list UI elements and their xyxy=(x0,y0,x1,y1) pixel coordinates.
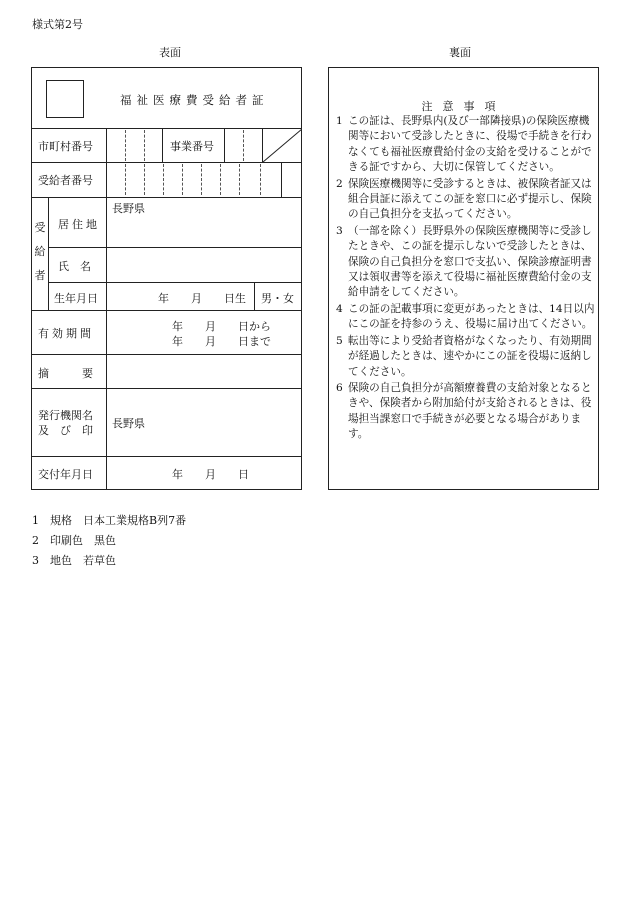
digit-divider xyxy=(239,164,240,195)
rule xyxy=(254,282,255,310)
notice-item: 1 この証は、長野県内(及び一部隣接県)の保険医療機関等において受診したときに、役場で手続きを行わなくても福祉医療費給付金の支給を受けることができる証ですから、大切に保管してください。 xyxy=(336,115,592,174)
municipality-number-label: 市町村番号 xyxy=(38,140,93,153)
digit-divider xyxy=(125,130,126,161)
digit-divider xyxy=(144,130,145,161)
digit-divider xyxy=(201,164,202,195)
photo-box xyxy=(46,80,84,118)
digit-divider xyxy=(144,164,145,195)
digit-divider xyxy=(243,130,244,161)
footnote-item: 2 印刷色 黒色 xyxy=(32,534,116,547)
digit-divider xyxy=(260,164,261,195)
rule xyxy=(48,282,301,283)
rule xyxy=(32,162,301,163)
rule xyxy=(32,388,301,389)
validity-period-label: 有効期間 xyxy=(38,327,94,340)
summary-label: 摘 要 xyxy=(38,367,93,380)
rule xyxy=(32,128,301,129)
rule xyxy=(162,128,163,162)
rule xyxy=(32,456,301,457)
card-title: 福祉医療費受給者証 xyxy=(120,93,269,107)
check-digit-diagonal xyxy=(262,129,302,162)
footnote-item: 3 地色 若草色 xyxy=(32,554,116,567)
birth-date-label: 生年月日 xyxy=(54,292,98,305)
address-value: 長野県 xyxy=(112,202,145,215)
front-heading: 表面 xyxy=(159,46,181,59)
notice-item: 4 この証の記載事項に変更があったときは、14日以内にこの証を持参のうえ、役場に届け出てください。 xyxy=(336,302,595,331)
rule xyxy=(32,197,301,198)
name-label: 氏 名 xyxy=(58,260,91,273)
valid-from-value: 年 月 日から xyxy=(172,320,271,333)
issuer-value: 長野県 xyxy=(112,417,145,430)
birth-date-value: 年 月 日生 xyxy=(158,292,246,305)
footnotes xyxy=(32,511,186,571)
issue-date-label: 交付年月日 xyxy=(38,468,93,481)
digit-divider xyxy=(163,164,164,195)
recipient-group-label: 受 給 者 xyxy=(34,221,46,282)
recipient-number-label: 受給者番号 xyxy=(38,174,93,187)
rule xyxy=(106,128,107,489)
rule xyxy=(48,197,49,310)
issuer-label: 発行機関名 xyxy=(38,409,93,422)
footnote-item: 1 規格 日本工業規格B列7番 xyxy=(32,514,187,527)
rule xyxy=(224,128,225,162)
notice-item: 3 （一部を除く）長野県外の保険医療機関等に受診したときや、この証を提示しないで受診したときは、保険の自己負担分を窓口で支払い、保険診療証明書又は領収書等を添えて役場に福祉医療費給付金の支給申請をしてください。 xyxy=(336,224,592,299)
rule xyxy=(48,247,301,248)
digit-divider xyxy=(182,164,183,195)
digit-divider xyxy=(125,164,126,195)
sex-value: 男・女 xyxy=(261,292,294,305)
rule xyxy=(32,310,301,311)
rule xyxy=(32,354,301,355)
issue-date-value: 年 月 日 xyxy=(172,468,249,481)
form-number: 様式第2号 xyxy=(32,18,83,31)
business-number-label: 事業番号 xyxy=(170,140,214,153)
digit-divider xyxy=(220,164,221,195)
issuer-seal-label: 及 び 印 xyxy=(38,424,93,437)
back-heading: 裏面 xyxy=(449,46,471,59)
notice-list xyxy=(335,114,597,444)
back-card xyxy=(328,67,599,490)
front-card xyxy=(31,67,302,490)
notice-item: 2 保険医療機関等に受診するときは、被保険者証又は組合員証に添えてこの証を窓口に必ず提示し、保険の自己負担分を支払ってください。 xyxy=(336,177,592,221)
notice-item: 5 転出等により受給者資格がなくなったり、有効期間が経過したときは、速やかにこの証を役場に返納してください。 xyxy=(336,334,592,378)
rule xyxy=(281,162,282,197)
address-label: 居住地 xyxy=(58,218,100,231)
notice-item: 6 保険の自己負担分が高額療養費の支給対象となるときや、保険者から附加給付が支給されるときは、役場担当課窓口で手続きが必要となる場合があります。 xyxy=(336,381,592,441)
valid-to-value: 年 月 日まで xyxy=(172,335,271,348)
notice-title: 注意事項 xyxy=(421,100,506,113)
